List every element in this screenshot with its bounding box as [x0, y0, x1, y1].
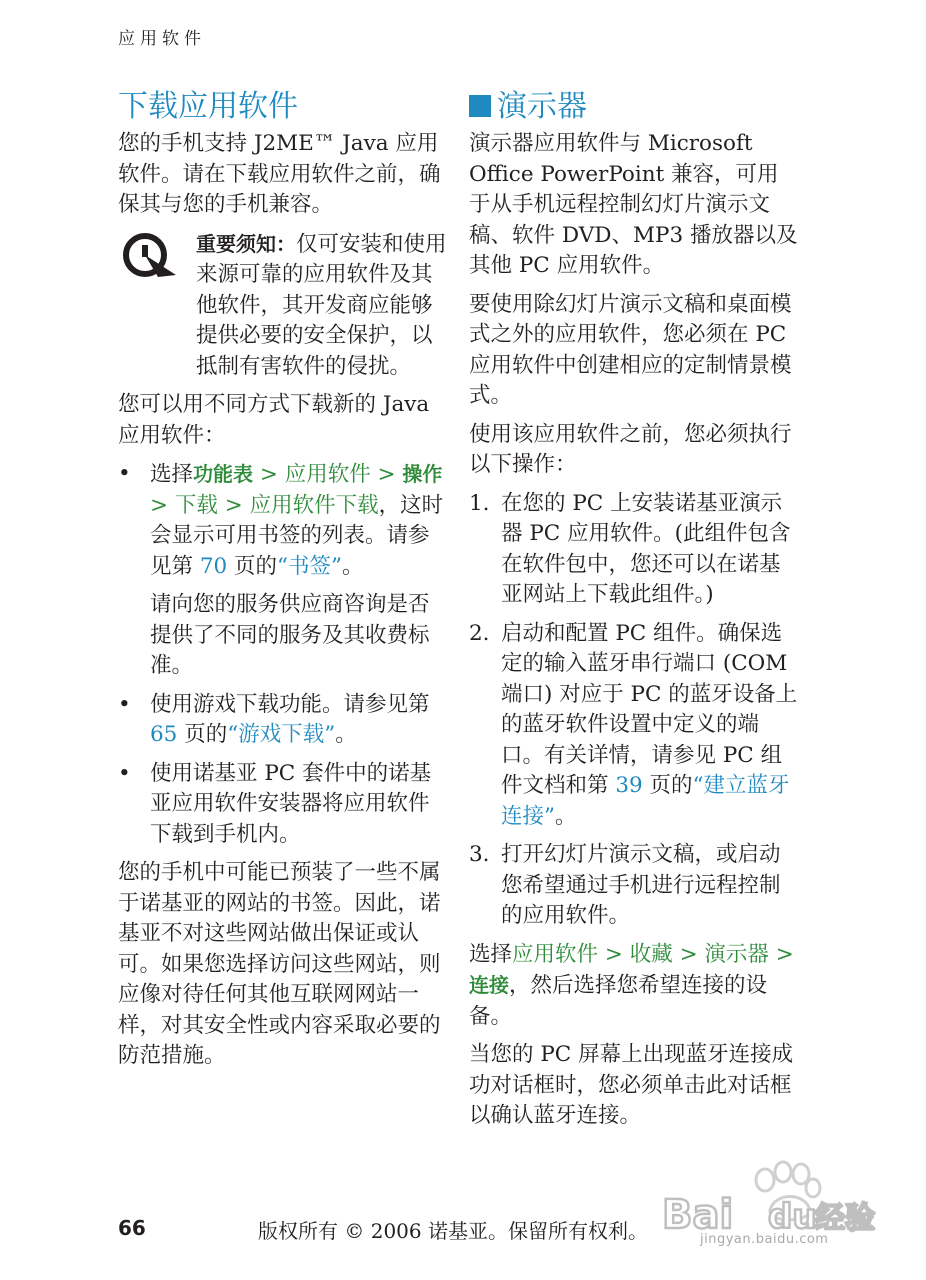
menu-path-functions: 功能表	[193, 462, 254, 486]
running-header: 应用软件	[118, 29, 206, 49]
svg-text:Bai: Bai	[662, 1192, 734, 1238]
menu-path-favorites: 收藏	[629, 941, 673, 967]
page-ref-70[interactable]: 70	[199, 553, 228, 579]
bullet-icon: •	[118, 691, 131, 717]
svg-text:经验: 经验	[815, 1201, 875, 1236]
download-methods-list	[118, 459, 448, 850]
step-number: 2.	[469, 620, 490, 646]
list-item: 3. 打开幻灯片演示文稿，或启动您希望通过手机进行远程控制的应用软件。	[469, 842, 781, 928]
download-ways-intro: 您可以用不同方式下载新的 Java 应用软件：	[118, 392, 430, 448]
copyright-notice: 版权所有 © 2006 诺基亚。保留所有权利。	[258, 1219, 648, 1243]
page-ref-65[interactable]: 65	[150, 722, 178, 747]
list-item: 1. 在您的 PC 上安装诺基亚演示器 PC 应用软件。(此组件包含在软件包中，您还可以在诺基亚网站上下载此组件。)	[469, 490, 791, 607]
presenter-steps	[469, 489, 799, 932]
page-number: 66	[118, 1216, 146, 1240]
important-note-body: 仅可安装和使用来源可靠的应用软件及其他软件，其开发商应能够提供必要的安全保护，以抵制有害软件的侵扰。	[196, 231, 447, 379]
service-provider-note: 请向您的服务供应商咨询是否提供了不同的服务及其收费标准。	[150, 592, 430, 678]
menu-path-applications: 应用软件	[284, 462, 371, 487]
svg-text:du: du	[768, 1197, 817, 1237]
presenter-intro: 演示器应用软件与 Microsoft Office PowerPoint 兼容，可用于从手机远程控制幻灯片演示文稿、软件 DVD、MP3 播放器以及其他 PC 应用软件。	[469, 131, 798, 278]
left-column	[118, 86, 448, 1080]
right-column	[469, 86, 799, 1140]
menu-path-download: 下载	[174, 492, 218, 518]
intro-paragraph: 您的手机支持 J2ME™ Java 应用软件。请在下载应用软件之前，确保其与您的手机兼容。	[118, 131, 441, 217]
presenter-final-note: 当您的 PC 屏幕上出现蓝牙连接成功对话框时，您必须单击此对话框以确认蓝牙连接。	[469, 1042, 794, 1128]
presenter-prereq-intro: 使用该应用软件之前，您必须执行以下操作：	[469, 421, 792, 477]
important-notice-icon	[118, 229, 196, 383]
important-note-label: 重要须知：	[196, 231, 296, 256]
list-item: • 选择功能表 > 应用软件 > 操作 > 下载 > 应用软件下载，这时会显示可用书签的列表。请参见第 70 页的“书签”。 请向您的服务供应商咨询是否提供了不同的服务及其收费标准。	[118, 459, 448, 682]
presenter-connect-instruction: 选择应用软件 > 收藏 > 演示器 > 连接，然后选择您希望连接的设备。	[469, 941, 794, 1029]
important-note	[118, 229, 448, 383]
section-heading-download-apps: 下载应用软件	[118, 89, 298, 124]
list-item: 2. 启动和配置 PC 组件。确保选定的输入蓝牙串行端口 (COM 端口) 对应于 PC 的蓝牙设备上的蓝牙软件设置中定义的端口。有关详情，请参见 PC 组件文档和第 39 页的“建立蓝牙连接”。	[469, 620, 798, 829]
step-number: 1.	[469, 490, 490, 516]
page-ref-39[interactable]: 39	[615, 773, 643, 798]
link-game-download[interactable]: “游戏下载”	[227, 722, 336, 747]
menu-path-connect: 连接	[469, 973, 509, 997]
bookmarks-disclaimer: 您的手机中可能已预装了一些不属于诺基亚的网站的书签。因此，诺基亚不对这些网站做出保证或认可。如果您选择访问这些网站，则应像对待任何其他互联网网站一样，对其安全性或内容采取必要的防范措施。	[118, 860, 441, 1068]
bullet-icon: •	[118, 760, 131, 786]
bullet-icon: •	[118, 461, 131, 486]
square-bullet-icon	[469, 95, 491, 117]
list-item: • 使用游戏下载功能。请参见第 65 页的“游戏下载”。	[118, 691, 430, 747]
menu-path-presenter: 演示器	[704, 941, 769, 967]
watermark-url: jingyan.baidu.com	[700, 1232, 829, 1247]
menu-path-app-download: 应用软件下载	[249, 492, 379, 518]
menu-path-applications: 应用软件	[512, 941, 599, 967]
section-heading-presenter: 演示器	[469, 86, 799, 128]
link-bluetooth-connection[interactable]: “建立蓝牙连接”	[501, 773, 790, 829]
link-bookmarks[interactable]: “书签”	[277, 553, 343, 579]
presenter-profile-note: 要使用除幻灯片演示文稿和桌面模式之外的应用软件，您必须在 PC 应用软件中创建相应的定制情景模式。	[469, 291, 792, 408]
step-number: 3.	[469, 842, 490, 867]
list-item: • 使用诺基亚 PC 套件中的诺基亚应用软件安装器将应用软件下载到手机内。	[118, 760, 432, 847]
important-note-text	[196, 229, 448, 383]
menu-path-options: 操作	[402, 462, 443, 486]
